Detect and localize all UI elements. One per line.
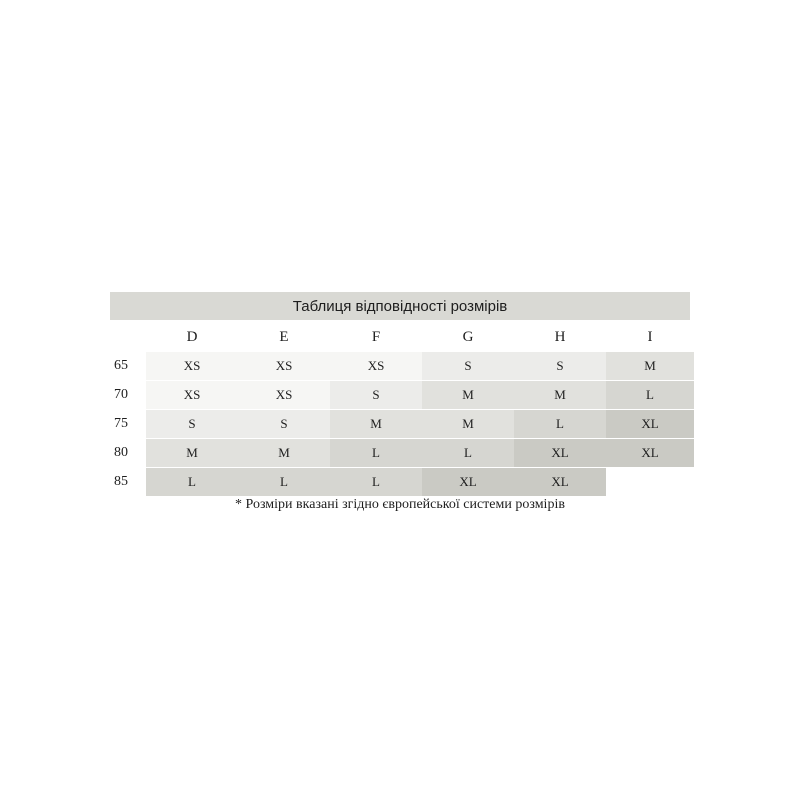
size-cell: M <box>422 410 514 439</box>
band-label: 80 <box>110 439 146 468</box>
size-cell: XL <box>606 410 694 439</box>
size-cell: XL <box>514 439 606 468</box>
table-title-bar <box>110 292 690 320</box>
size-cell: XL <box>514 468 606 497</box>
cup-header: H <box>554 328 566 345</box>
size-cell: S <box>238 410 330 439</box>
size-cell: L <box>330 468 422 497</box>
corner-cell <box>110 322 146 352</box>
size-cell: XS <box>146 381 238 410</box>
cup-header: I <box>647 328 653 345</box>
size-cell: XL <box>422 468 514 497</box>
table-row <box>110 352 694 381</box>
size-cell: L <box>606 381 694 410</box>
size-cell: M <box>330 410 422 439</box>
size-cell: L <box>238 468 330 497</box>
size-cell: S <box>422 352 514 381</box>
band-label: 70 <box>110 381 146 410</box>
size-cell: M <box>238 439 330 468</box>
size-cell: S <box>146 410 238 439</box>
size-cell: S <box>330 381 422 410</box>
size-cell: M <box>422 381 514 410</box>
size-cell: L <box>330 439 422 468</box>
size-cell: XS <box>238 381 330 410</box>
size-cell: M <box>146 439 238 468</box>
size-cell: L <box>514 410 606 439</box>
size-cell: L <box>146 468 238 497</box>
size-cell: M <box>606 352 694 381</box>
table-row <box>110 381 694 410</box>
band-label: 65 <box>110 352 146 381</box>
size-cell: XS <box>146 352 238 381</box>
size-cell: XS <box>238 352 330 381</box>
table-title: Таблиця відповідності розмірів <box>292 297 508 315</box>
table-row <box>110 468 694 497</box>
band-label: 75 <box>110 410 146 439</box>
cup-header: F <box>371 328 381 345</box>
footnote: * Розміри вказані згідно європейської системи розмірів <box>235 497 565 512</box>
band-label: 85 <box>110 468 146 497</box>
table-row <box>110 410 694 439</box>
cup-header: E <box>279 328 289 345</box>
size-cell <box>606 468 694 497</box>
size-cell: M <box>514 381 606 410</box>
cup-header: D <box>186 328 198 345</box>
cup-header-row <box>110 322 694 352</box>
size-table <box>110 322 694 497</box>
size-cell: XS <box>330 352 422 381</box>
cup-header: G <box>462 328 474 345</box>
size-cell: S <box>514 352 606 381</box>
size-cell: L <box>422 439 514 468</box>
size-cell: XL <box>606 439 694 468</box>
table-row <box>110 439 694 468</box>
